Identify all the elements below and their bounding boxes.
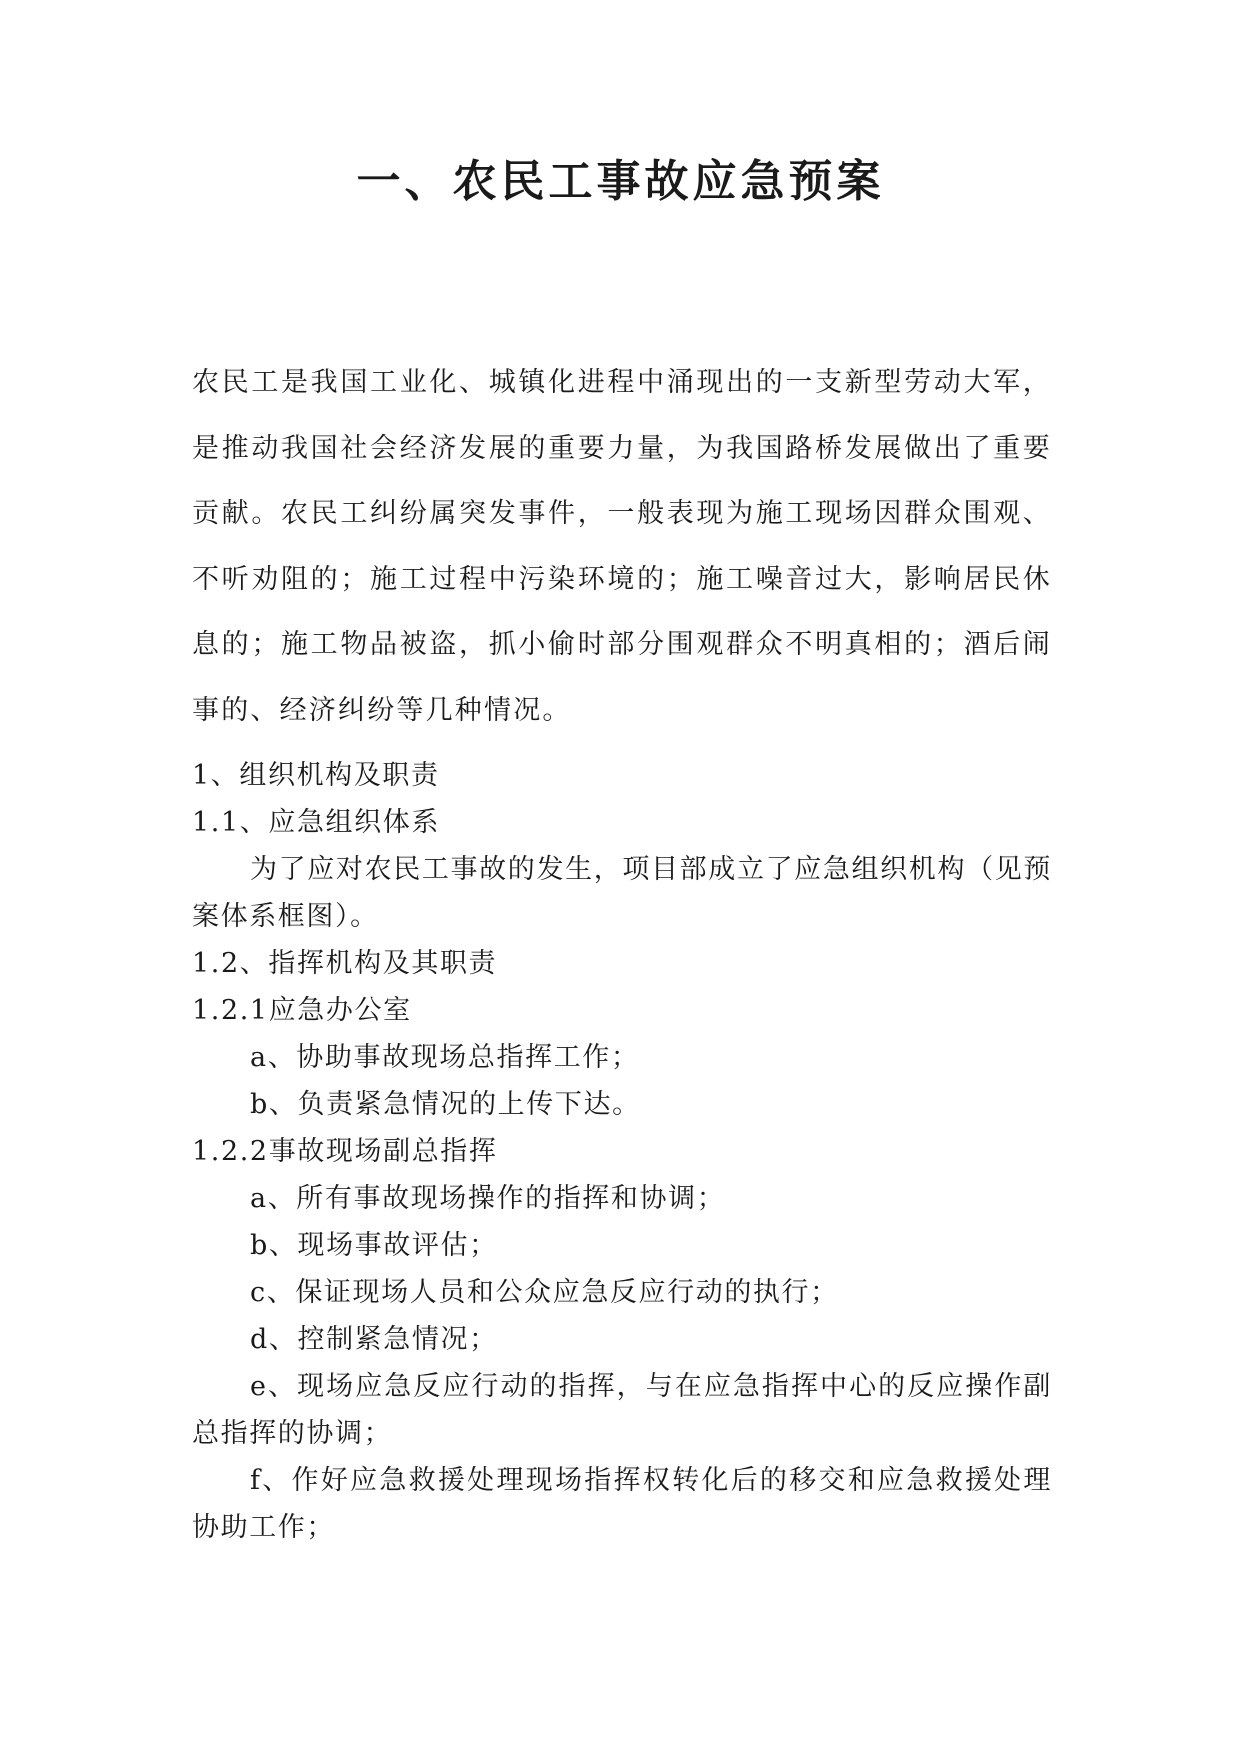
- intro-paragraph: 农民工是我国工业化、城镇化进程中涌现出的一支新型劳动大军，是推动我国社会经济发展的重要力量，为我国路桥发展做出了重要贡献。农民工纠纷属突发事件，一般表现为施工现场因群众围观、不听劝阻的；施工过程中污染环境的；施工噪音过大，影响居民休息的；施工物品被盗，抓小偷时部分围观群众不明真相的；酒后闹事的、经济纠纷等几种情况。: [192, 367, 1052, 726]
- list-item: d、控制紧急情况；: [250, 1324, 498, 1355]
- section-heading-1: 1、组织机构及职责: [192, 760, 440, 791]
- section-heading-1-2-2: 1.2.2事故现场副总指挥: [192, 1136, 498, 1167]
- list-item: b、现场事故评估；: [250, 1230, 498, 1261]
- list-item: f、作好应急救援处理现场指挥权转化后的移交和应急救援处理协助工作；: [192, 1465, 1052, 1543]
- list-item: c、保证现场人员和公众应急反应行动的执行；: [250, 1277, 839, 1308]
- document-title: 一、农民工事故应急预案: [356, 156, 885, 207]
- document-body: [192, 752, 1052, 1551]
- list-item: a、所有事故现场操作的指挥和协调；: [250, 1183, 726, 1214]
- list-item: a、协助事故现场总指挥工作；: [250, 1042, 640, 1073]
- section-heading-1-1: 1.1、应急组织体系: [192, 807, 440, 838]
- list-item: b、负责紧急情况的上传下达。: [250, 1089, 641, 1120]
- list-item: e、现场应急反应行动的指挥，与在应急指挥中心的反应操作副总指挥的协调；: [192, 1371, 1052, 1449]
- section-heading-1-2-1: 1.2.1应急办公室: [192, 995, 412, 1026]
- section-1-1-text: 为了应对农民工事故的发生，项目部成立了应急组织机构（见预案体系框图）。: [192, 854, 1052, 932]
- section-heading-1-2: 1.2、指挥机构及其职责: [192, 948, 498, 979]
